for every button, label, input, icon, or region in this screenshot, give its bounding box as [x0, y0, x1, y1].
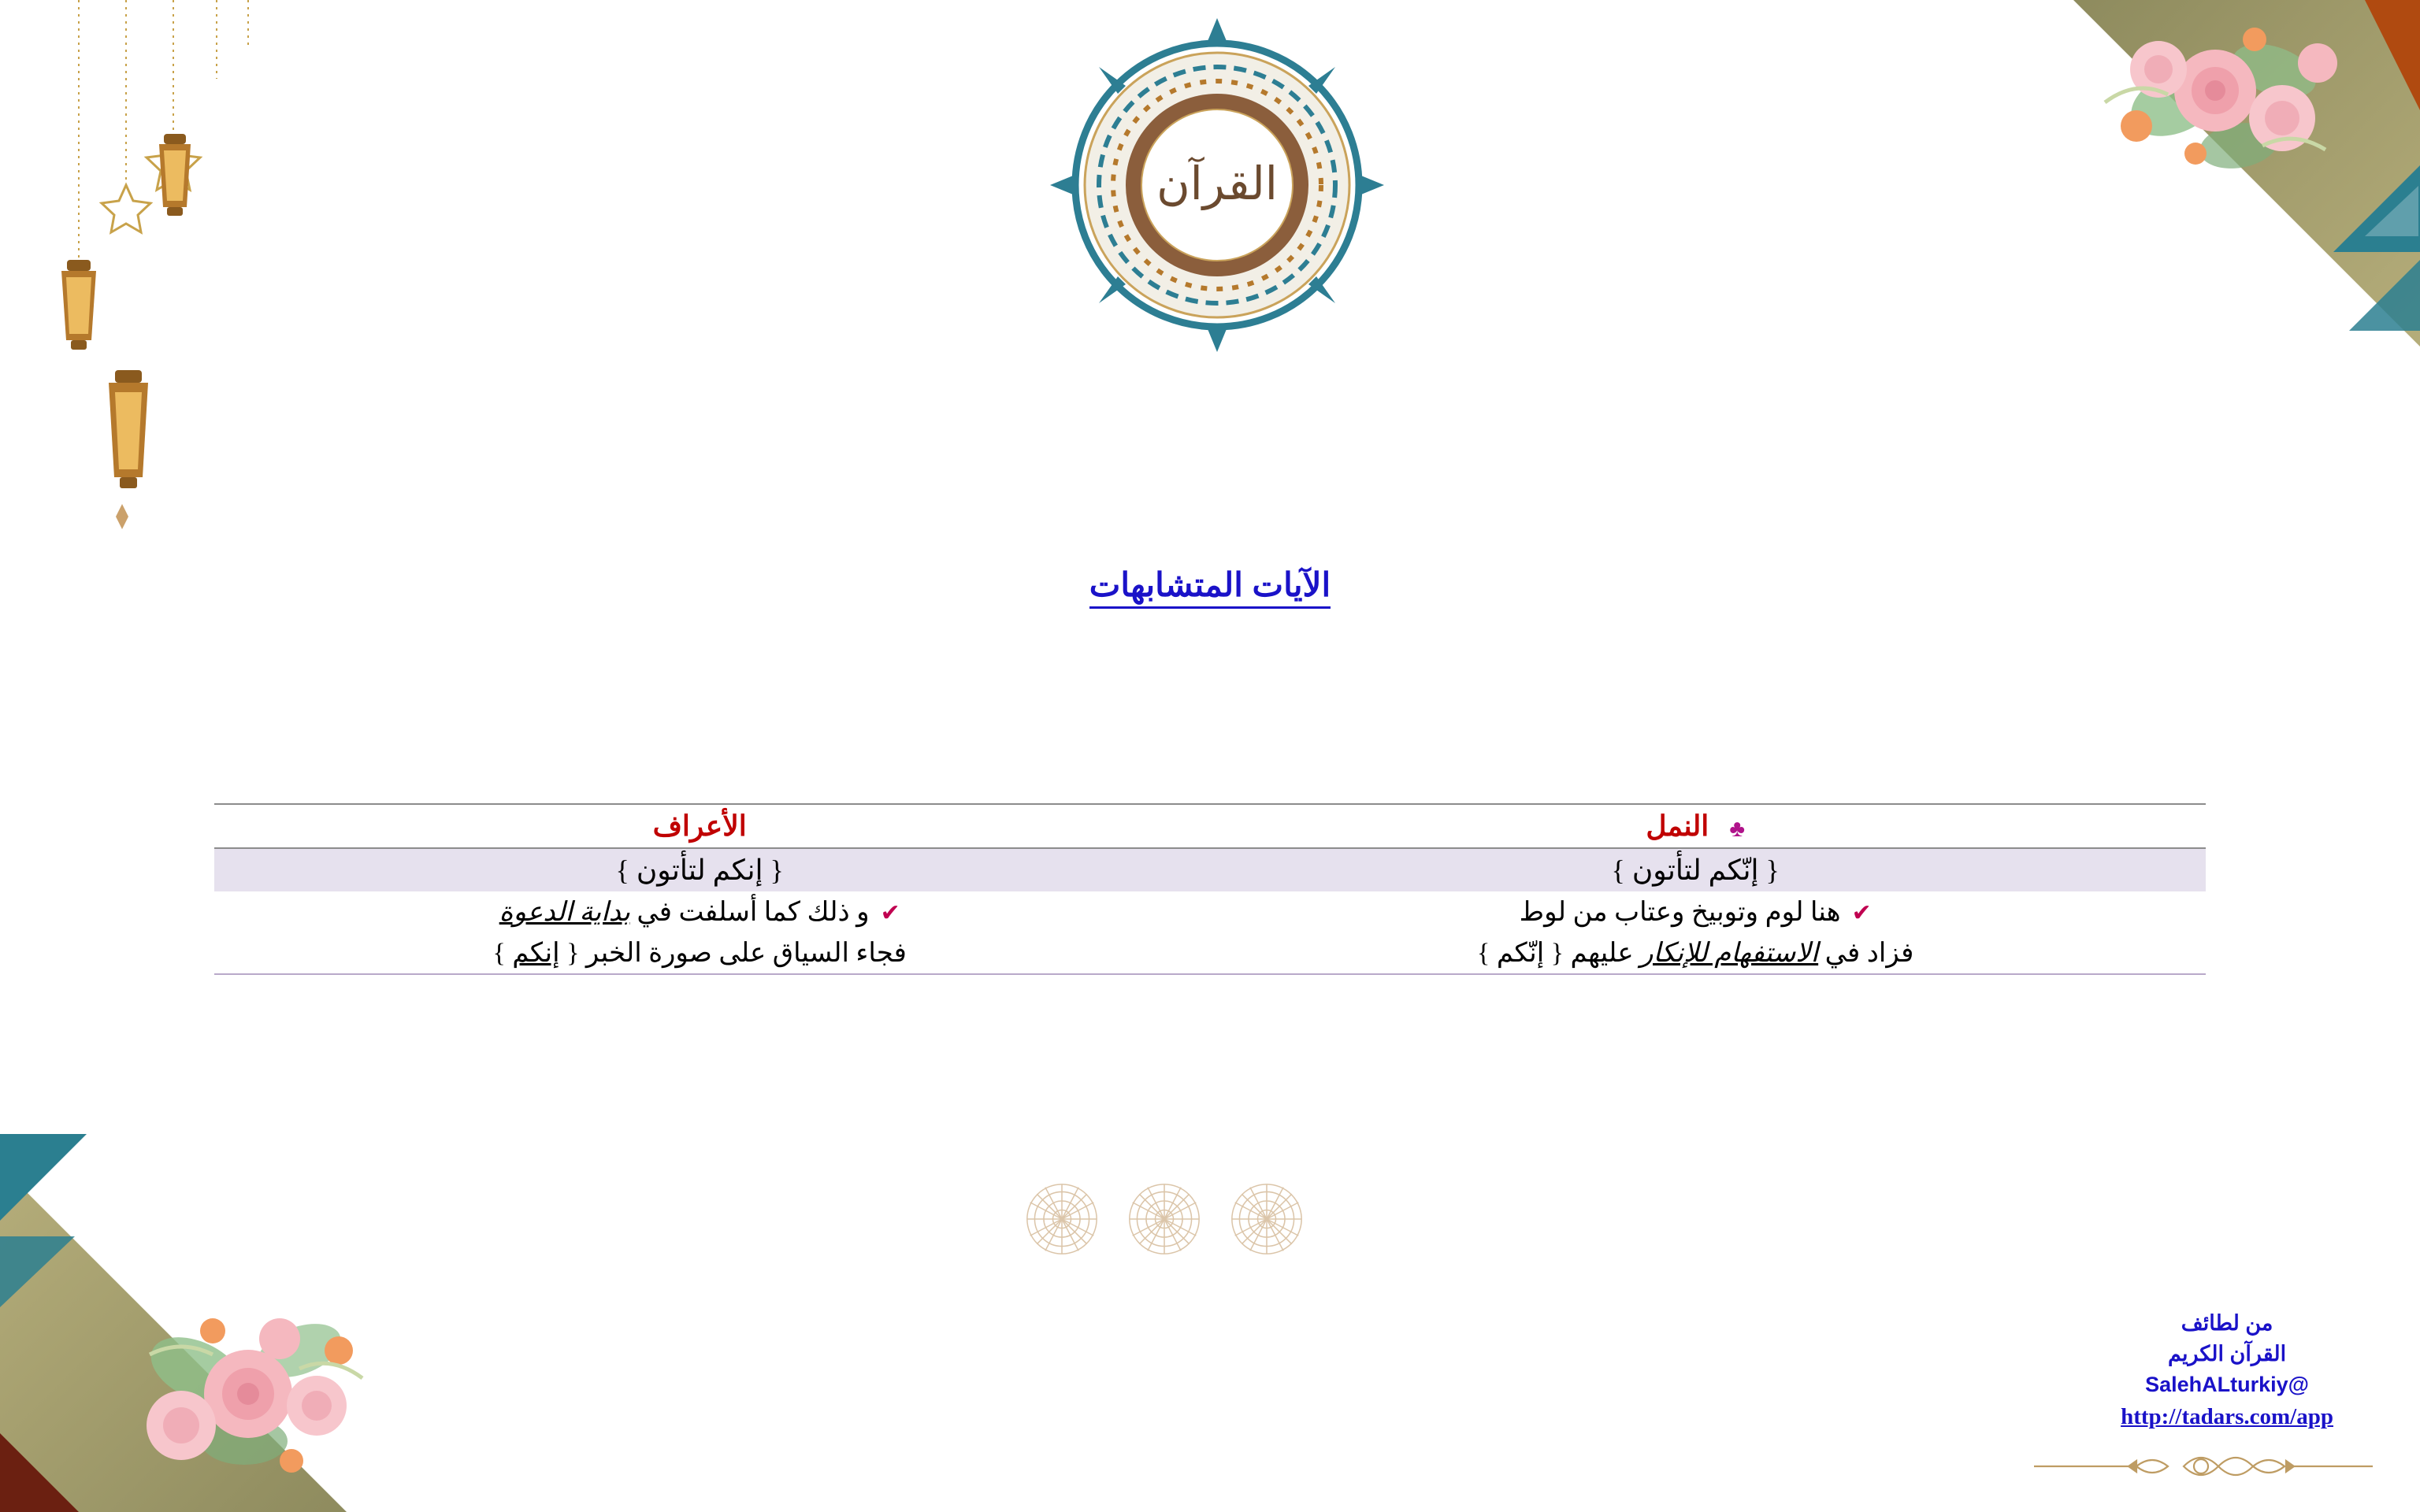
- note-row-1: [214, 891, 2206, 932]
- note-cell-right-2: [1185, 932, 2206, 974]
- page-title: [0, 565, 2420, 604]
- note-text-right-2-suffix: عليهم { إنّكم }: [1477, 939, 1641, 968]
- check-icon: ✔: [880, 900, 900, 926]
- credits-block: [2121, 1308, 2333, 1433]
- header-cell-left: [214, 804, 1185, 848]
- header-surah-right: النمل: [1646, 810, 1709, 842]
- note-row-2: [214, 932, 2206, 974]
- rosette-ornament-row: [1024, 1181, 1305, 1257]
- ayah-row: [214, 848, 2206, 891]
- check-icon: ✔: [1851, 900, 1872, 926]
- note-text-left-1-prefix: و ذلك كما أسلفت في: [629, 898, 870, 927]
- note-text-right-2-emph: الاستفهام للإنكار: [1640, 939, 1819, 968]
- star-icon: [147, 138, 200, 190]
- lantern-icon: [61, 260, 96, 350]
- page-title-text: الآيات المتشابهات: [1089, 566, 1331, 609]
- note-text-left-2-suffix: }: [492, 939, 513, 968]
- rosette-ornament-icon: [1126, 1181, 1202, 1257]
- quran-medallion-logo: [1032, 8, 1402, 362]
- note-text-left-2-prefix: فجاء السياق على صورة الخبر {: [559, 939, 907, 968]
- rosette-ornament-icon: [1229, 1181, 1305, 1257]
- medallion-text: القرآن: [1156, 158, 1278, 209]
- bottom-left-corner-decoration: [0, 1024, 788, 1512]
- credits-line-2: القرآن الكريم: [2167, 1341, 2287, 1366]
- rosette-ornament-icon: [1024, 1181, 1100, 1257]
- table-header-row: [214, 804, 2206, 848]
- star-icon: [102, 185, 150, 232]
- comparison-table-container: [214, 803, 2206, 975]
- top-right-corner-decoration: [1632, 0, 2420, 488]
- ayah-cell-right: { إنّكم لتأتون }: [1185, 848, 2206, 891]
- club-symbol-icon: ♣: [1729, 815, 1745, 842]
- credits-url-link[interactable]: http://tadars.com/app: [2121, 1403, 2333, 1429]
- lantern-icon: [109, 370, 148, 529]
- divider-ornament-icon: [2034, 1443, 2373, 1490]
- note-cell-left-1: [214, 891, 1185, 932]
- flower-bouquet-icon: [102, 1276, 433, 1504]
- hanging-lanterns-decoration: [47, 0, 299, 551]
- header-surah-left: الأعراف: [652, 810, 747, 842]
- credits-handle: @SalehALturkiy: [2145, 1372, 2309, 1396]
- note-text-left-1-emph: بداية الدعوة: [499, 898, 630, 927]
- note-cell-left-2: [214, 932, 1185, 974]
- credits-line-1: من لطائف: [2181, 1310, 2273, 1335]
- lantern-icon: [159, 134, 191, 216]
- comparison-table: [214, 803, 2206, 975]
- ayah-cell-left: { إنكم لتأتون }: [214, 848, 1185, 891]
- note-text-left-2-emph: إنكم: [512, 939, 560, 968]
- header-cell-right: [1185, 804, 2206, 848]
- note-text-right-2-prefix: فزاد في: [1818, 939, 1914, 968]
- flower-bouquet-icon: [2058, 8, 2388, 220]
- note-cell-right-1: [1185, 891, 2206, 932]
- note-text-right-1: هنا لوم وتوبيخ وعتاب من لوط: [1519, 898, 1841, 927]
